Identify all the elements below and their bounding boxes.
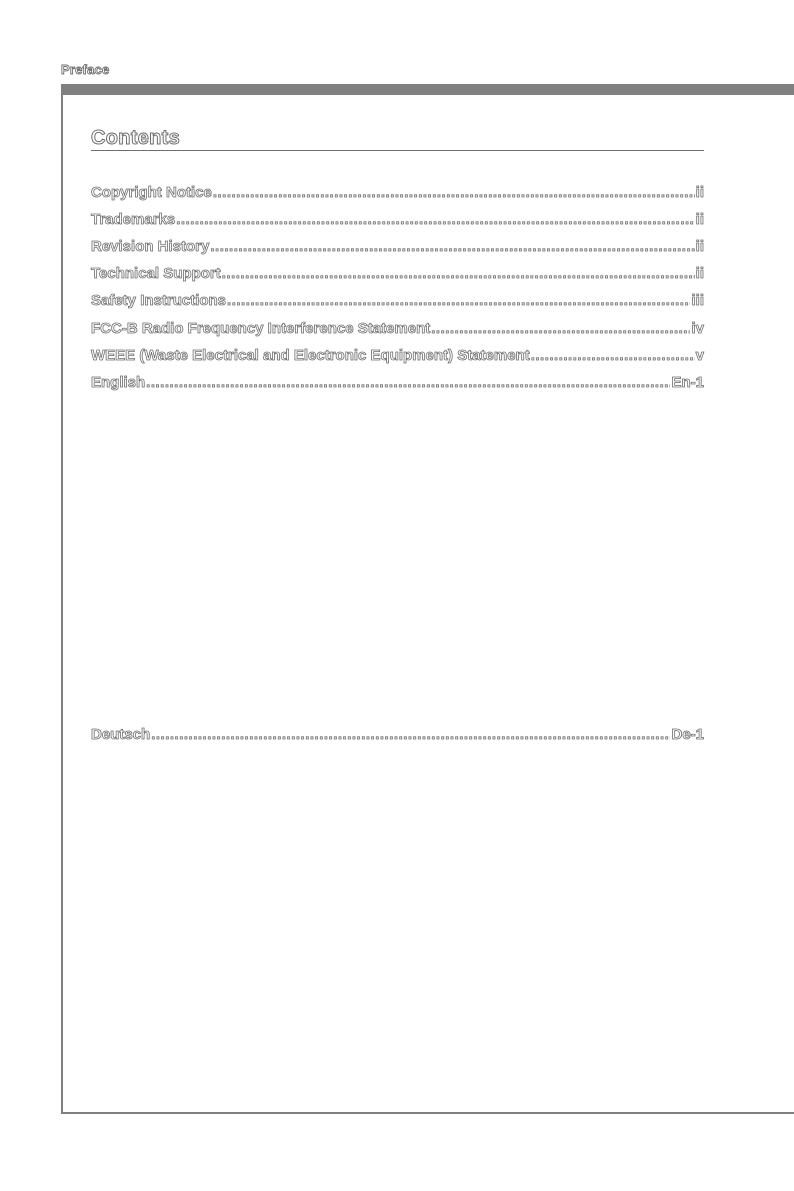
toc-entry-page: ii: [695, 238, 704, 255]
toc-entry-copyright[interactable]: [91, 184, 704, 204]
dot-leader: [431, 320, 690, 337]
toc-entry-page: ii: [695, 265, 704, 282]
toc-entry-label: Copyright Notice: [91, 184, 212, 201]
section-label: Preface: [61, 62, 110, 77]
dot-leader: [222, 265, 695, 282]
frame-bottom-border: [61, 1112, 794, 1114]
toc-entry-fcc-statement[interactable]: [91, 320, 704, 340]
toc-entry-label: Trademarks: [91, 211, 176, 228]
dot-leader: [151, 726, 670, 743]
dot-leader: [146, 374, 670, 391]
toc-entry-label: Revision History: [91, 238, 210, 255]
toc-entry-page: En-1: [671, 374, 704, 391]
toc-entry-english[interactable]: [91, 374, 704, 394]
toc-entry-safety-instructions[interactable]: [91, 292, 704, 312]
toc-entry-page: iv: [691, 320, 704, 337]
dot-leader: [227, 292, 690, 309]
toc-entry-label: English: [91, 374, 146, 391]
toc-entry-page: De-1: [671, 726, 704, 743]
toc-entry-weee-statement[interactable]: [91, 347, 704, 367]
dot-leader: [531, 347, 695, 364]
toc-entry-revision-history[interactable]: [91, 238, 704, 258]
header-bar: [61, 84, 794, 95]
toc-entry-technical-support[interactable]: [91, 265, 704, 285]
dot-leader: [210, 238, 694, 255]
title-underline: [91, 150, 704, 151]
contents-title: Contents: [91, 127, 181, 149]
toc-entry-trademarks[interactable]: [91, 211, 704, 231]
toc-entry-label: FCC-B Radio Frequency Interference Statement: [91, 320, 431, 337]
toc-entry-page: iii: [691, 292, 704, 309]
frame-left-border: [61, 84, 63, 1114]
dot-leader: [176, 211, 694, 228]
toc-entry-page: ii: [695, 211, 704, 228]
toc-entry-label: WEEE (Waste Electrical and Electronic Equipment) Statement: [91, 347, 530, 364]
toc-entry-page: ii: [695, 184, 704, 201]
toc-entry-label: Deutsch: [91, 726, 151, 743]
dot-leader: [213, 184, 695, 201]
toc-entry-page: v: [695, 347, 704, 364]
toc-entry-label: Safety Instructions: [91, 292, 227, 309]
toc-entry-deutsch[interactable]: [91, 726, 704, 746]
toc-entry-label: Technical Support: [91, 265, 221, 282]
